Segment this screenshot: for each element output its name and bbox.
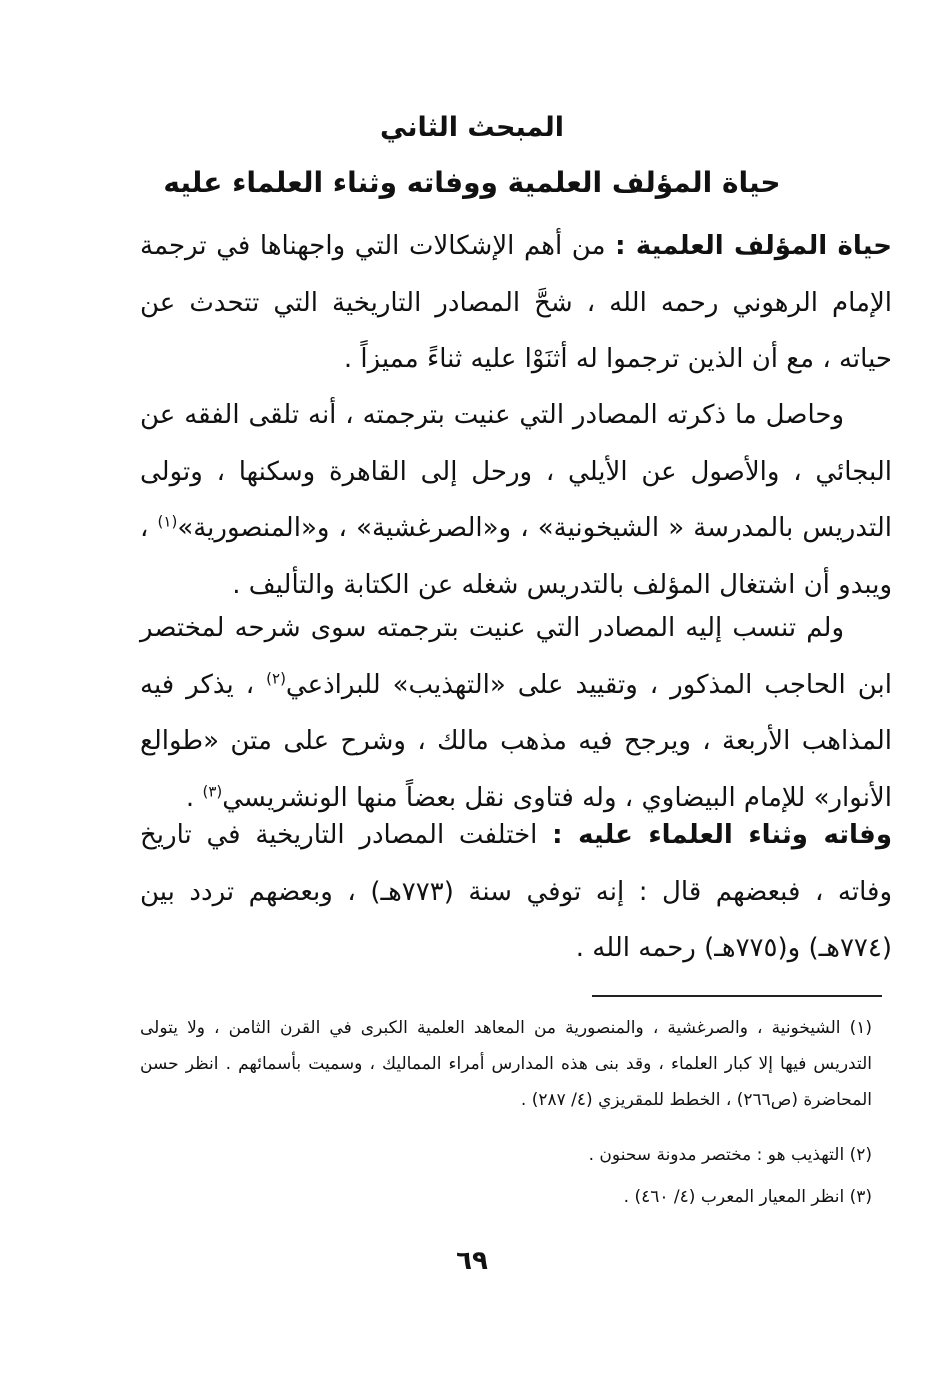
paragraph-lead: وفاته وثناء العلماء عليه :: [552, 820, 892, 850]
footnote-text: (١) الشيخونية ، والصرغشية ، والمنصورية من المعاهد العلمية الكبرى في القرن الثامن ، ولا يتولى التدريس فيها إلا كبار العلماء ، وقد بنى هذه المدارس أمراء المماليك ، وسميت بأسمائهم . انظر حسن المحاضرة (ص٢٦٦) ، الخطط للمقريزي (٤/ ٢٨٧) .: [140, 1018, 872, 1110]
footnote-text: (٢) التهذيب هو : مختصر مدونة سحنون .: [588, 1145, 872, 1165]
section-subtitle: حياة المؤلف العلمية ووفاته وثناء العلماء عليه: [163, 166, 781, 199]
paragraph-text: ولم تنسب إليه المصادر التي عنيت بترجمته سوى شرحه لمختصر ابن الحاجب المذكور ، وتقييد على «التهذيب» للبراذعي: [140, 613, 893, 700]
paragraph-text: .: [185, 782, 203, 813]
footnote-2: [140, 1137, 892, 1173]
paragraph-works: [140, 600, 892, 826]
footnote-ref: (٢): [266, 668, 286, 687]
paragraph-scholarly-life: [140, 218, 892, 388]
footnote-text: (٣) انظر المعيار المعرب (٤/ ٤٦٠) .: [623, 1187, 872, 1207]
footnote-3: [140, 1179, 892, 1215]
paragraph-text: وحاصل ما ذكرته المصادر التي عنيت بترجمته ، أنه تلقى الفقه عن البجائي ، والأصول عن الأيلي ، ورحل إلى القاهرة وسكنها ، وتولى التدريس بالمدرسة « الشيخونية» ، و«الصرغشية» ، و«المنصورية»: [140, 400, 892, 543]
footnote-1: [140, 1010, 892, 1118]
paragraph-text: اختلفت المصادر التاريخية في تاريخ وفاته ، فبعضهم قال : إنه توفي سنة (٧٧٣هـ) ، وبعضهم تردد بين (٧٧٤هـ) و(٧٧٥هـ) رحمه الله .: [140, 820, 892, 963]
paragraph-death: [140, 807, 892, 977]
footnote-ref: (٣): [202, 781, 223, 800]
paragraph-text: ، ويبدو أن اشتغال المؤلف بالتدريس شغله عن الكتابة والتأليف .: [140, 513, 892, 600]
paragraph-lead: حياة المؤلف العلمية :: [615, 231, 892, 261]
paragraph-text: ، يذكر فيه المذاهب الأربعة ، ويرجح فيه مذهب مالك ، وشرح على متن «طوالع الأنوار» للإمام البيضاوي ، وله فتاوى نقل بعضاً منها الونشريسي: [140, 669, 892, 813]
page-number: ٦٩: [456, 1246, 488, 1276]
section-title: المبحث الثاني: [380, 112, 564, 143]
paragraph-text: من أهم الإشكالات التي واجهناها في ترجمة الإمام الرهوني رحمه الله ، شحَّ المصادر التاريخية التي تتحدث عن حياته ، مع أن الذين ترجموا له أثنَوْا عليه ثناءً مميزاً .: [140, 231, 892, 374]
footnote-divider: [592, 995, 882, 997]
paragraph-teachers: [140, 387, 892, 613]
footnote-ref: (١): [157, 512, 178, 531]
